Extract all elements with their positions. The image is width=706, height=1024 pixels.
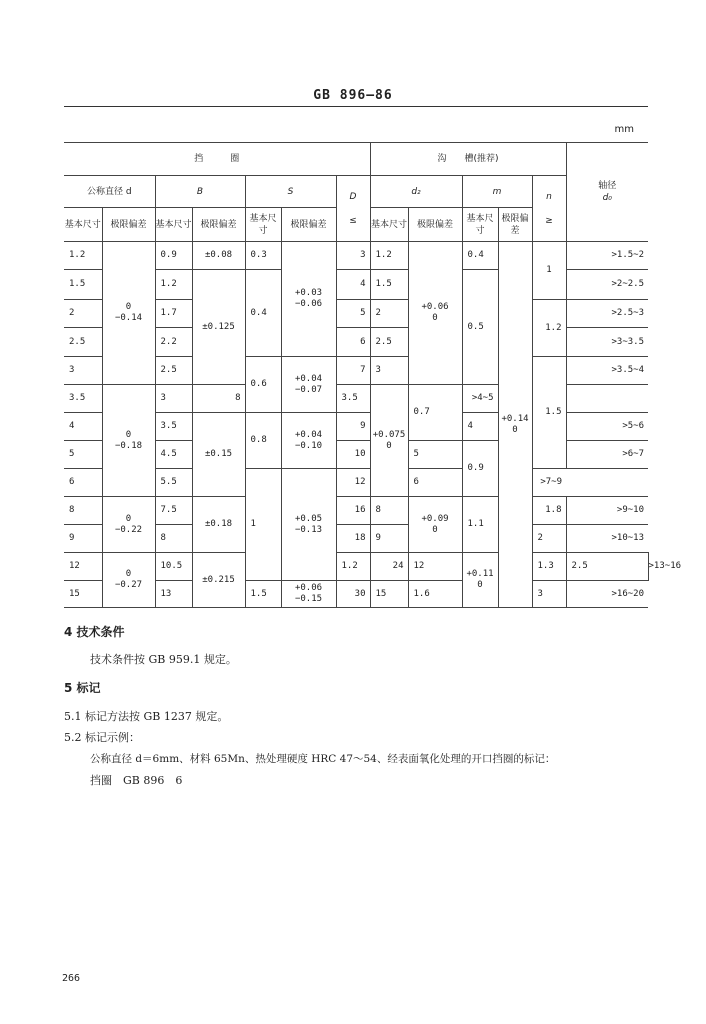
table-row: 2 1.7 5 2 1.2 >2.5~3 <box>64 300 648 328</box>
dev-d2-cell: +0.09 0 <box>408 497 462 553</box>
subheader-limit: 极限偏差 <box>102 208 155 242</box>
dev-d-cell: 0 −0.27 <box>102 553 155 608</box>
section-4-text: 技术条件按 GB 959.1 规定。 <box>90 653 237 666</box>
table-row: 8 0 −0.22 7.5 ±0.18 16 8 +0.09 0 1.1 1.8 >9~10 <box>64 497 648 525</box>
subheader-basic: 基本尺寸 <box>245 208 281 242</box>
dev-B-cell: ±0.125 <box>192 270 245 385</box>
unit-label: mm <box>614 124 634 135</box>
header-groove: 沟 槽(推荐) <box>370 143 566 176</box>
header-D: D ≤ <box>336 176 370 242</box>
subheader-limit: 极限偏差 <box>498 208 532 242</box>
header-retaining-ring: 挡 圈 <box>64 143 370 176</box>
table-row: 15 13 1.5 +0.06 −0.15 30 15 1.6 3 >16~20 <box>64 581 648 608</box>
table-row: 5 4.5 10 5 0.9 >6~7 <box>64 441 648 469</box>
table-row: 9 8 18 9 2 >10~13 <box>64 525 648 553</box>
page-number: 266 <box>62 973 81 984</box>
subheader-limit: 极限偏差 <box>281 208 336 242</box>
header-S: S <box>245 176 336 208</box>
table-row: 1.2 0 −0.14 0.9 ±0.08 0.3 +0.03 −0.06 3 1.2 +0.06 0 0.4 +0.14 0 1 >1.5~2 <box>64 242 648 270</box>
section-5-1: 5.1 标记方法按 GB 1237 规定。 <box>64 710 229 723</box>
subheader-basic: 基本尺寸 <box>64 208 102 242</box>
dev-m-cell: +0.14 0 <box>498 242 532 608</box>
table-row: 3.5 0 −0.18 3 8 3.5 +0.075 0 0.7 >4~5 <box>64 385 648 413</box>
subheader-basic: 基本尺寸 <box>155 208 192 242</box>
dev-d2-cell: +0.11 0 <box>462 553 498 608</box>
dev-S-cell: +0.04 −0.10 <box>281 413 336 469</box>
section-5-2: 5.2 标记示例： <box>64 731 140 744</box>
dev-d2-cell: +0.075 0 <box>370 385 408 497</box>
dev-B-cell: ±0.18 <box>192 497 245 553</box>
dev-d-cell: 0 −0.14 <box>102 242 155 385</box>
subheader-basic: 基本尺寸 <box>462 208 498 242</box>
subheader-limit: 极限偏差 <box>192 208 245 242</box>
dev-d-cell: 0 −0.22 <box>102 497 155 553</box>
header-n: n ≥ <box>532 176 566 242</box>
subheader-limit: 极限偏差 <box>408 208 462 242</box>
header-m: m <box>462 176 532 208</box>
dev-B-cell: ±0.215 <box>192 553 245 608</box>
dev-S-cell: +0.05 −0.13 <box>281 469 336 581</box>
table-row: 2.5 2.2 6 2.5 >3~3.5 <box>64 328 648 357</box>
standard-code-header: GB 896—86 <box>313 88 393 103</box>
dev-S-cell: +0.04 −0.07 <box>281 357 336 413</box>
dev-d-cell: 0 −0.18 <box>102 385 155 497</box>
dev-B-cell: ±0.15 <box>192 413 245 497</box>
header-nominal-d: 公称直径 d <box>64 176 155 208</box>
table-row: 3 2.5 0.6 +0.04 −0.07 7 3 1.5 >3.5~4 <box>64 357 648 385</box>
section-5-2-text: 公称直径 d＝6mm、材料 65Mn、热处理硬度 HRC 47～54、经表面氧化处理的开口挡圈的标记： <box>90 753 556 765</box>
section-4-title: 4 技术条件 <box>64 625 125 639</box>
table-row: 6 5.5 1 +0.05 −0.13 12 6 >7~9 <box>64 469 648 497</box>
header-rule <box>64 106 648 107</box>
header-B: B <box>155 176 245 208</box>
header-d2: d₂ <box>370 176 462 208</box>
dev-S-cell: +0.03 −0.06 <box>281 242 336 357</box>
table-row: 1.5 1.2 ±0.125 0.4 4 1.5 0.5 >2~2.5 <box>64 270 648 300</box>
dimension-table <box>64 142 682 608</box>
section-5-title: 5 标记 <box>64 681 101 695</box>
table-row: 12 0 −0.27 10.5 ±0.215 1.2 24 12 +0.11 0 1.3 2.5 >13~16 <box>64 553 648 581</box>
dev-S-cell: +0.06 −0.15 <box>281 581 336 608</box>
dev-d2-cell: +0.06 0 <box>408 242 462 385</box>
table-row: 4 3.5 ±0.15 0.8 +0.04 −0.10 9 4 >5~6 <box>64 413 648 441</box>
header-shaft: 轴径 d₀ <box>566 143 648 242</box>
subheader-basic: 基本尺寸 <box>370 208 408 242</box>
section-5-2-mark: 挡圈 GB 896 6 <box>90 774 183 787</box>
